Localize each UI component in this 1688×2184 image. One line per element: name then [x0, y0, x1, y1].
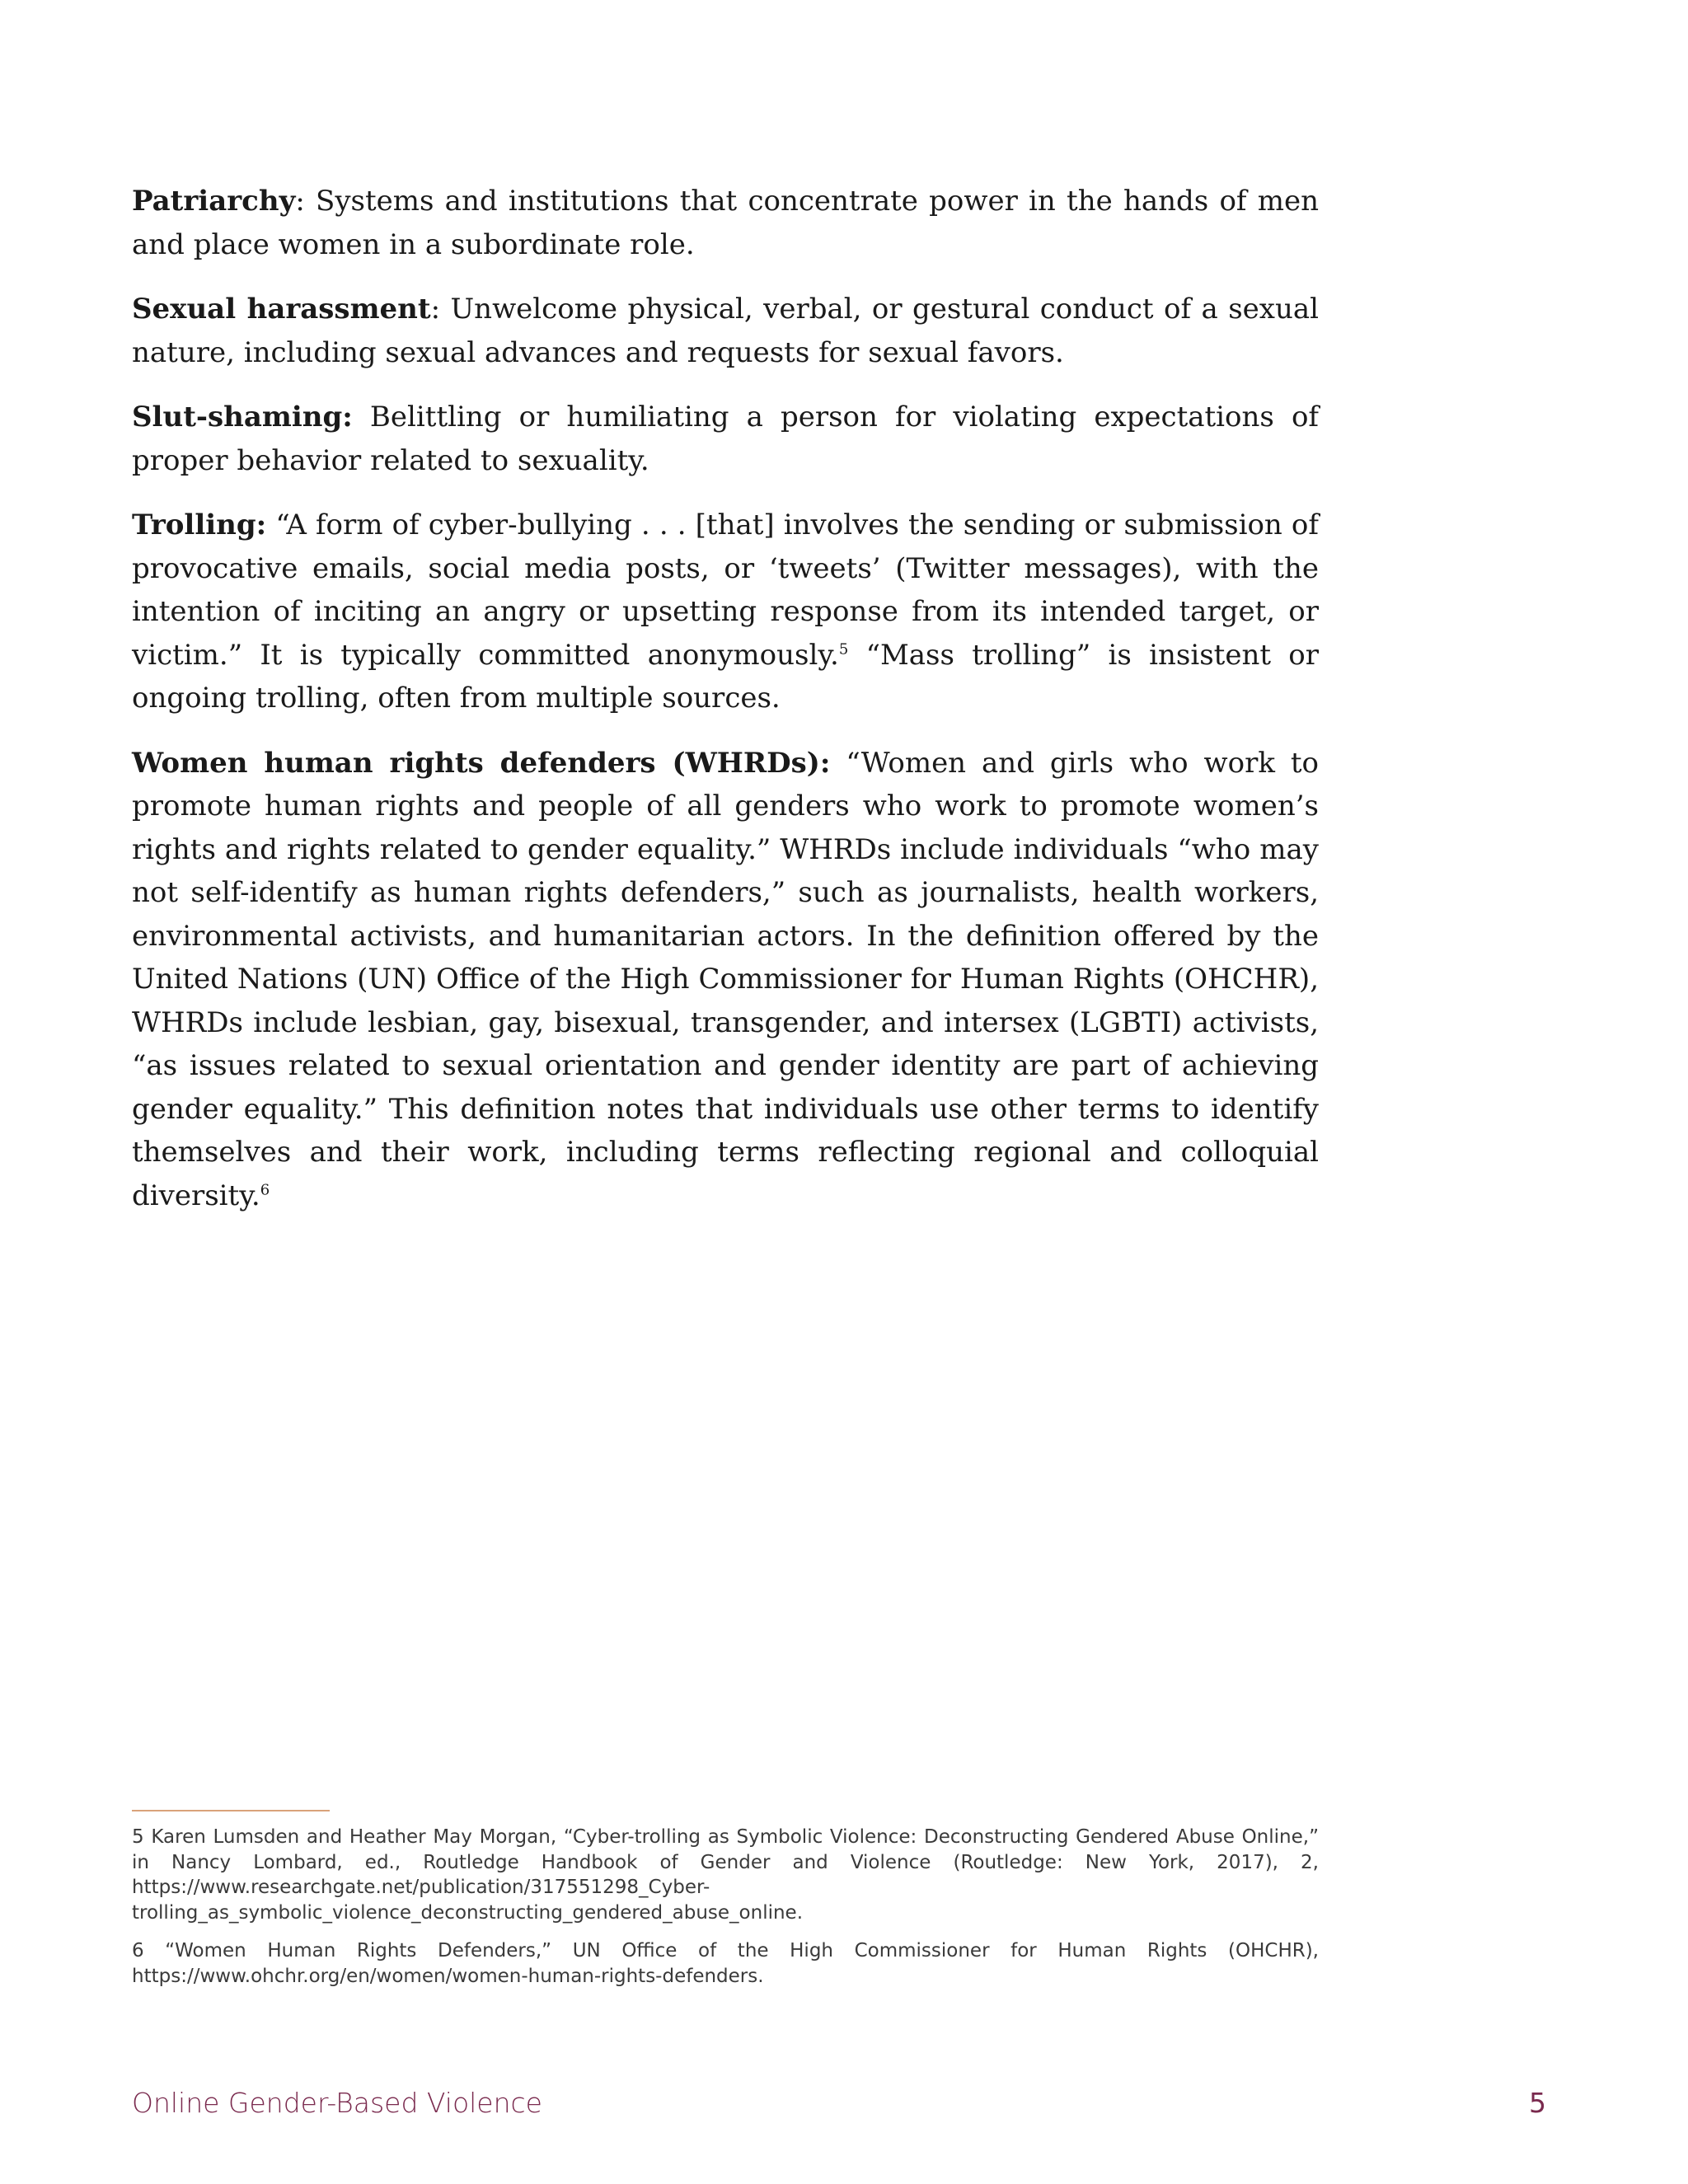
- footnotes: [132, 1825, 1319, 2002]
- glossary-entry-patriarchy: [132, 180, 1319, 266]
- glossary-term: Patriarchy: [132, 185, 296, 218]
- footnote-5: 5 Karen Lumsden and Heather May Morgan, “Cyber-trolling as Symbolic Violence: Deconstructing Gendered Abuse Online,” in Nancy Lombard, ed., Routledge Handbook of Gender and Violence (Routledge: New York, 2017), 2, https://www.researchgate.net/publication/317551298_Cyber-trolling_as_symbolic_violence_deconstructing_gendered_abuse_online.: [132, 1826, 1319, 1924]
- glossary-definition: Belittling or humiliating a person for violating expectations of proper behavior related to sexuality.: [132, 401, 1319, 477]
- page-number: 5: [1529, 2087, 1546, 2119]
- footnote-ref-6[interactable]: 6: [260, 1181, 270, 1199]
- glossary-term: Women human rights defenders (WHRDs):: [132, 746, 831, 780]
- footer-document-title: Online Gender-Based Violence: [132, 2087, 542, 2119]
- footnote-divider: [132, 1810, 330, 1811]
- footnote-ref-5[interactable]: 5: [838, 640, 849, 658]
- glossary-term: Sexual harassment: [132, 293, 431, 326]
- glossary-term: Slut-shaming:: [132, 401, 353, 434]
- glossary-definition: : Unwelcome physical, verbal, or gestural conduct of a sexual nature, including sexual advances and requests for sexual favors.: [132, 293, 1319, 369]
- glossary-entry-sexual-harassment: [132, 288, 1319, 374]
- glossary-definition: “Women and girls who work to promote human rights and people of all genders who work to promote women’s rights and rights related to gender equality.” WHRDs include individuals “who may not self-identify as human rights defenders,” such as journalists, health workers, environmental activists, and humanitarian actors. In the definition offered by the United Nations (UN) Office of the High Commissioner for Human Rights (OHCHR), WHRDs include lesbian, gay, bisexual, transgender, and intersex (LGBTI) activists, “as issues related to sexual orientation and gender identity are part of achieving gender equality.” This definition notes that individuals use other terms to identify themselves and their work, including terms reflecting regional and colloquial diversity.: [132, 746, 1320, 1212]
- glossary-definition: : Systems and institutions that concentrate power in the hands of men and place women in a subordinate role.: [132, 185, 1319, 261]
- glossary-entry-whrds: [132, 742, 1319, 1218]
- glossary-definition: “A form of cyber-bullying . . . [that] involves the sending or submission of provocative emails, social media posts, or ‘tweets’ (Twitter messages), with the intention of inciting an angry or upsetting response from its intended target, or victim.” It is typically committed anonymously.: [132, 509, 1319, 672]
- glossary-entry-trolling: [132, 504, 1319, 720]
- footnote-6: 6 “Women Human Rights Defenders,” UN Office of the High Commissioner for Human Rights (OHCHR), https://www.ohchr.org/en/women/women-human-rights-defenders.: [132, 1940, 1319, 1987]
- glossary-term: Trolling:: [132, 509, 267, 541]
- glossary-body: [132, 180, 1319, 1239]
- glossary-entry-slut-shaming: [132, 396, 1319, 482]
- glossary-definition-continued: “Mass trolling” is insistent or ongoing trolling, often from multiple sources.: [132, 638, 1320, 715]
